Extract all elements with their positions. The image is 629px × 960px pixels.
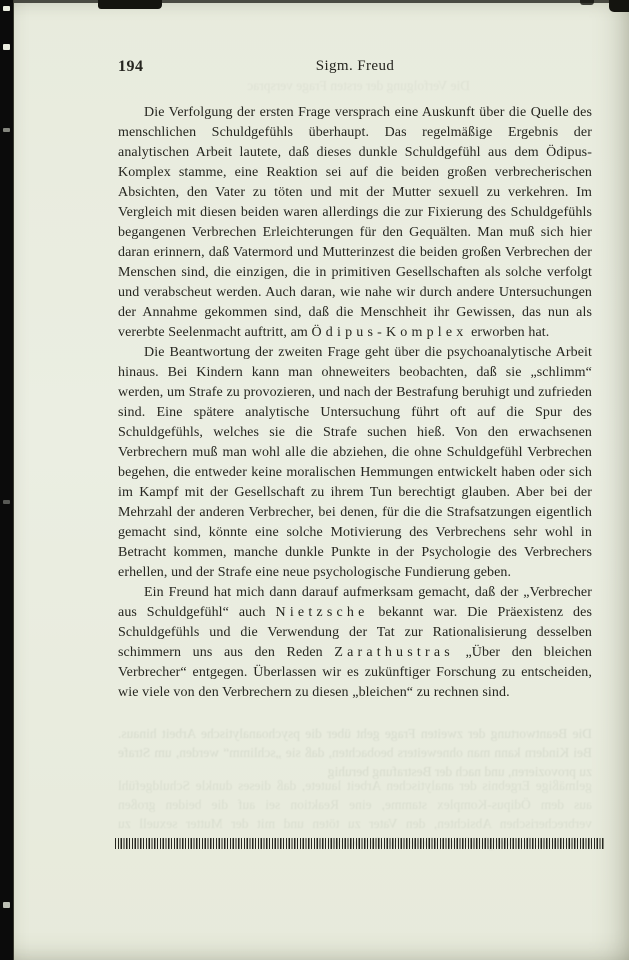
emphasized-name: Nietzsche [275, 605, 369, 620]
scan-edge-artifact [98, 0, 162, 9]
page-header [118, 58, 592, 80]
text-segment: „Über den bleichen Verbrecher“ entgegen. Überlassen wir es zukünftiger Forschung zu entscheiden, wie viele von den Verbrechern zu diesen „bleichen“ zu rechnen sind. [118, 645, 592, 700]
bleedthrough-text: Die Verfolgung der ersten Frage versprac [247, 78, 470, 93]
text-segment: Ein Freund hat mich dann darauf aufmerksam gemacht, daß der „Verbrecher aus Schuldgefühl“ auch [118, 585, 592, 620]
paragraph [118, 343, 592, 583]
paragraph [118, 103, 592, 343]
text-segment: Die Beantwortung der zweiten Frage geht über die psychoanalytische Arbeit hinaus. Bei Kindern kann man ohneweiters beobachten, daß sie „schlimm“ werden, um Strafe zu provozieren, und nach der Bestrafung beruhigt und zufrieden sind. Eine spätere analytische Untersuchung führt oft auf die Spur des Schuldgefühls, welches sie die Strafe suchen hieß. Von den erwachsenen Verbrechern muß man wohl alle die abziehen, die ohne Schuldgefühl Verbrechen begehen, die entweder keine moralischen Hemmungen entwickelt haben oder sich im Kampf mit der Gesellschaft zu ihrem Tun berechtigt glauben. Aber bei der Mehrzahl der anderen Verbrecher, bei denen, für die die Strafsatzungen eigentlich gemacht sind, könnte eine solche Motivierung des Verbrechens sehr wohl in Betracht kommen, manche dunkle Punkte in der Psychologie des Verbrechers erhellen, und der Strafe eine neue psychologische Fundierung geben. [118, 345, 592, 580]
emphasized-name: Ödipus-Komplex [311, 325, 468, 340]
film-edge-mark [3, 902, 10, 908]
film-edge-mark [3, 44, 10, 50]
bleedthrough-text: gelmäßige Ergebnis der analytischen Arbeit lautete, daß dieses dunkle Schuldgefühl aus dem Ödipus-Komplex stamme, eine Reaktion sei auf die beiden großen verbrecherischen Absichten, den Vater zu töten und mit der Mutter sexuell zu [118, 778, 592, 831]
scan-edge-artifact [609, 0, 629, 12]
film-edge-strip [0, 0, 14, 960]
text-segment: Die Verfolgung der ersten Frage versprach eine Auskunft über die Quelle des menschlichen Schuldgefühls überhaupt. Das regelmäßige Ergebnis der analytischen Arbeit lautete, daß dieses dunkle Schuldgefühl aus dem Ödipus-Komplex stamme, eine Reaktion sei auf die beiden großen verbrecherischen Absichten, den Vater zu töten und mit der Mutter sexuell zu verkehren. Im Vergleich mit diesen beiden waren allerdings die zur Fixierung des Schuldgefühls begangenen Verbrechen Erleichterungen für den Gequälten. Man muß sich hier daran erinnern, daß Vatermord und Mutterinzest die beiden großen Verbrechen der Menschen sind, die einzigen, die in primitiven Gesellschaften als solche verfolgt und verabscheut werden. Auch daran, wie nahe wir durch andere Untersuchungen der Annahme gekommen sind, daß die Menschheit ihr Gewissen, das nun als vererbte Seelenmacht auftritt, am [118, 105, 592, 340]
text-segment: erworben hat. [467, 325, 550, 340]
running-head: Sigm. Freud [315, 58, 395, 74]
scan-band-artifact [115, 838, 604, 849]
scan-edge-artifact-top [0, 0, 629, 3]
body-text [118, 103, 592, 703]
text-segment: bekannt war. Die Präexistenz des Schuldgefühls und die Verwendung der Tat zur Rationalisierung desselben schimmern uns aus den Reden [118, 605, 592, 660]
bleedthrough-text: Die Beantwortung der zweiten Frage geht über die psychoanalytische Arbeit hinaus. Bei Kindern kann man ohneweiters beobachten, daß sie „schlimm“ werden, um Strafe zu provozieren, und nach der Bestrafung beruhig [118, 726, 592, 779]
scan-edge-artifact [580, 0, 594, 5]
film-edge-mark [3, 6, 10, 11]
page-number: 194 [118, 58, 144, 75]
emphasized-name: Zarathustras [334, 645, 454, 660]
page-content [118, 58, 592, 703]
film-edge-mark [3, 128, 10, 132]
paragraph [118, 583, 592, 703]
film-edge-mark [3, 500, 10, 504]
